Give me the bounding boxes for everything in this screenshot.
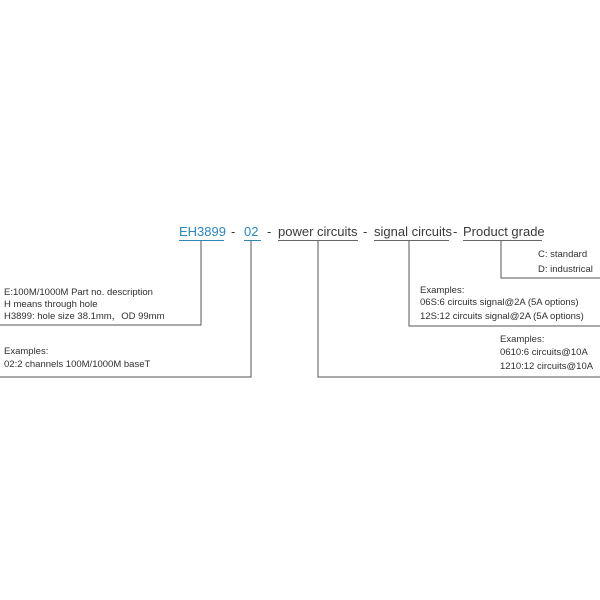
- separator-3: -: [363, 224, 368, 239]
- grade-option-standard: C: standard: [538, 249, 588, 260]
- signal-note-line-1: Examples:: [420, 285, 465, 296]
- series-note-line-2: H means through hole: [4, 299, 98, 310]
- channels-code-underline: [244, 240, 261, 241]
- power-note-line-2: 0610:6 circuits@10A: [500, 347, 588, 358]
- series-code-underline: [179, 240, 224, 241]
- signal-circuits-underline: [374, 240, 449, 241]
- series-note-line-1: E:100M/1000M Part no. description: [4, 287, 153, 298]
- power-note-line-3: 1210:12 circuits@10A: [500, 361, 594, 372]
- separator-1: -: [231, 224, 236, 239]
- power-note-line-1: Examples:: [500, 334, 545, 345]
- grade-option-industrial: D: industrical: [538, 264, 593, 275]
- series-note-line-3: H3899: hole size 38.1mm，OD 99mm: [4, 311, 165, 322]
- product-grade-label: Product grade: [463, 224, 545, 239]
- separator-2: -: [267, 224, 272, 239]
- channels-code: 02: [244, 224, 259, 239]
- channels-note-line-1: Examples:: [4, 346, 49, 357]
- power-circuits-label: power circuits: [278, 224, 358, 239]
- signal-circuits-label: signal circuits: [374, 224, 453, 239]
- power-circuits-underline: [278, 240, 358, 241]
- channels-note-line-2: 02:2 channels 100M/1000M baseT: [4, 359, 151, 370]
- separator-4: -: [453, 224, 458, 239]
- series-code: EH3899: [179, 224, 226, 239]
- signal-note-line-3: 12S:12 circuits signal@2A (5A options): [420, 311, 584, 322]
- product-grade-underline: [463, 240, 542, 241]
- signal-note-line-2: 06S:6 circuits signal@2A (5A options): [420, 297, 579, 308]
